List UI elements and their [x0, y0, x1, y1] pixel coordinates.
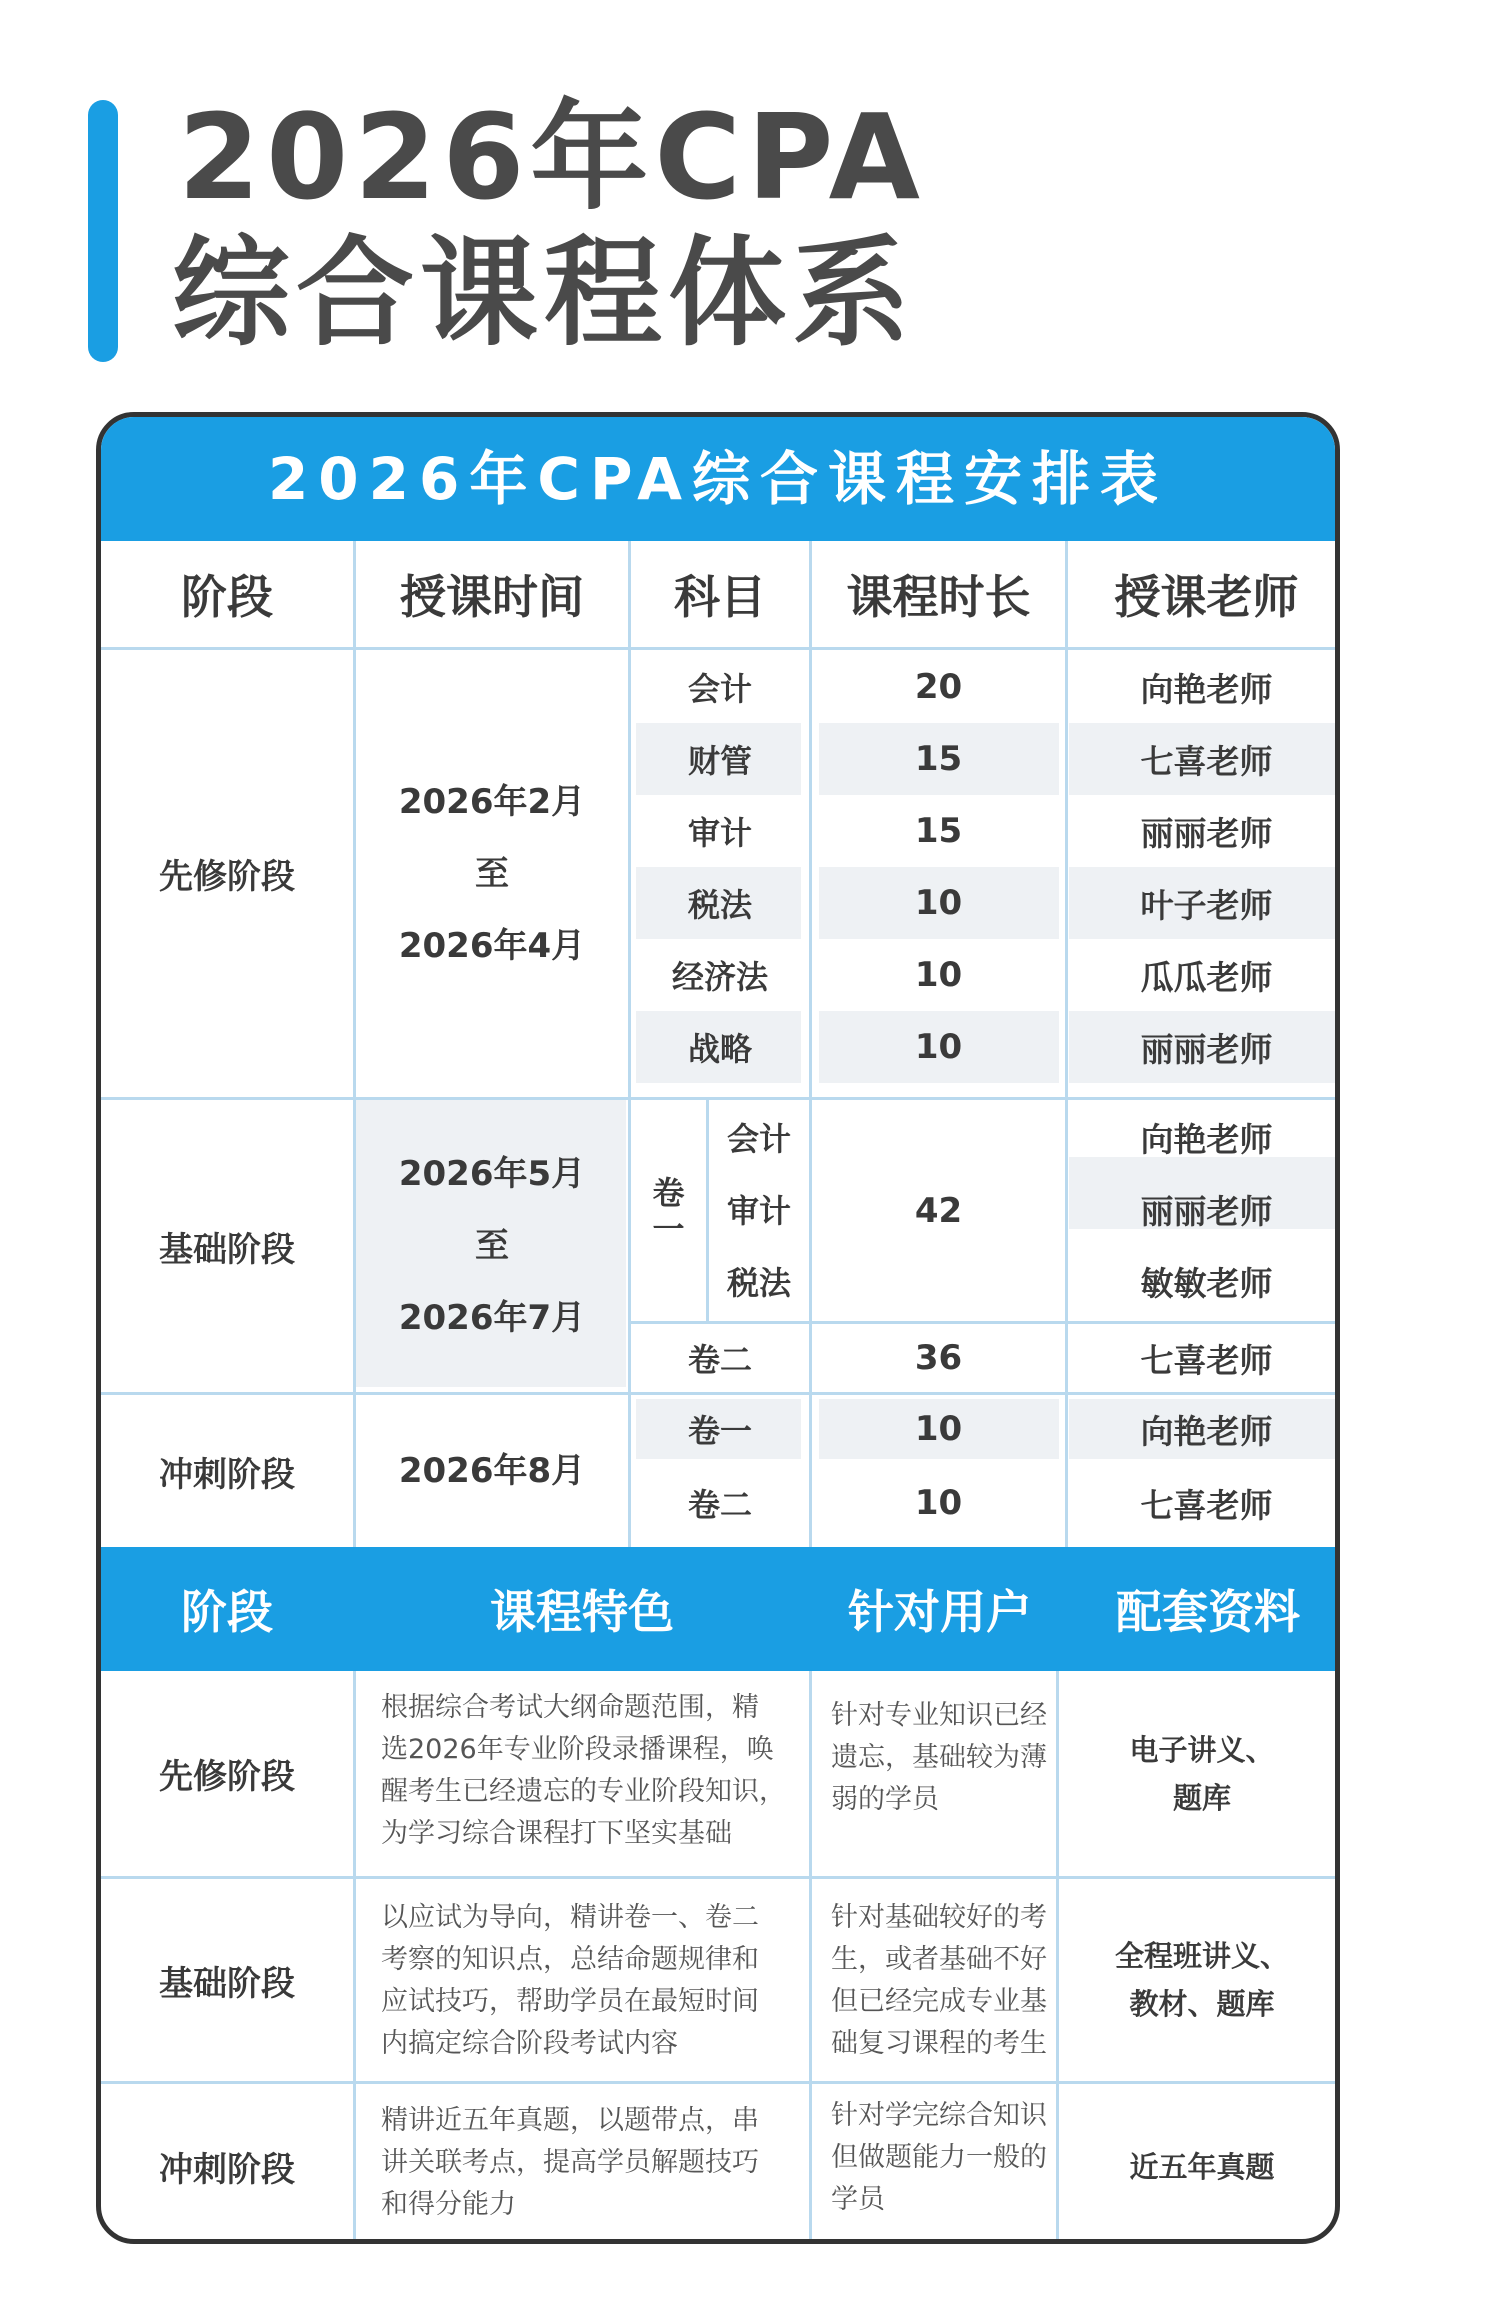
table-title: 2026年CPA综合课程安排表 [101, 417, 1335, 541]
header-stage: 阶段 [181, 570, 273, 624]
teacher-cell: 七喜老师 [1140, 1340, 1273, 1380]
text-line: 学员 [831, 2184, 885, 2215]
subject-cell: 审计 [726, 1192, 791, 1230]
subject-cell: 战略 [687, 1030, 752, 1068]
teacher-cell: 叶子老师 [1140, 885, 1273, 925]
text-line: 但已经完成专业基 [831, 1986, 1047, 2017]
date-pre [356, 650, 628, 1097]
subject-cell: 卷二 [687, 1486, 752, 1524]
feature-stage: 冲刺阶段 [159, 2150, 295, 2190]
page-title-line1: 2026年CPA [178, 88, 926, 226]
hours-cell: 10 [914, 1483, 963, 1523]
target-users [831, 1897, 1053, 2065]
teacher-cell: 丽丽老师 [1140, 1029, 1273, 1069]
text-line: 教材、题库 [1129, 1987, 1275, 2021]
teacher-cell: 向艳老师 [1140, 669, 1273, 709]
date-pre-to: 2026年4月 [398, 925, 586, 966]
feature-description [381, 1687, 801, 1855]
feature-stage: 先修阶段 [159, 1757, 295, 1797]
subject-cell: 会计 [726, 1120, 791, 1158]
features-header-materials: 配套资料 [1116, 1585, 1300, 1639]
paper1-label-top: 卷 [652, 1173, 685, 1212]
teacher-cell: 七喜老师 [1140, 741, 1273, 781]
text-line: 题库 [1172, 1780, 1231, 1815]
text-line: 针对专业知识已经 [831, 1700, 1047, 1731]
features-header-feature: 课程特色 [490, 1585, 674, 1639]
header-time: 授课时间 [400, 570, 584, 624]
date-pre-to-word: 至 [475, 853, 509, 894]
date-pre-from: 2026年2月 [398, 781, 586, 822]
header-subject: 科目 [674, 570, 766, 624]
text-line: 根据综合考试大纲命题范围，精 [381, 1692, 759, 1723]
text-line: 遗忘，基础较为薄 [831, 1742, 1047, 1773]
text-line: 针对基础较好的考 [831, 1902, 1047, 1933]
subject-cell: 会计 [687, 670, 752, 708]
subject-cell: 经济法 [671, 958, 768, 996]
date-basic [356, 1100, 628, 1392]
feature-description [381, 2100, 801, 2226]
text-line: 础复习课程的考生 [831, 2028, 1047, 2059]
stage-basic: 基础阶段 [159, 1229, 295, 1270]
text-line: 针对学完综合知识 [831, 2100, 1047, 2131]
subject-cell: 审计 [687, 814, 752, 852]
hours-cell: 10 [914, 1409, 963, 1449]
text-line: 为学习综合课程打下坚实基础 [381, 1818, 732, 1849]
text-line: 内搞定综合阶段考试内容 [381, 2028, 678, 2059]
hours-cell: 36 [914, 1338, 963, 1378]
target-users [831, 1695, 1053, 1821]
text-line: 和得分能力 [381, 2189, 516, 2220]
page-title-line2: 综合课程体系 [172, 224, 917, 362]
header-duration: 课程时长 [846, 570, 1031, 624]
text-line: 弱的学员 [831, 1784, 939, 1815]
hours-cell: 15 [914, 811, 963, 851]
date-sprint: 2026年8月 [398, 1451, 586, 1491]
teacher-cell: 向艳老师 [1140, 1411, 1273, 1451]
text-line: 全程班讲义、 [1114, 1939, 1289, 1973]
hours-cell: 10 [914, 955, 963, 995]
date-basic-from: 2026年5月 [398, 1154, 586, 1194]
hours-cell: 15 [914, 739, 963, 779]
date-basic-to: 2026年7月 [398, 1298, 586, 1338]
hours-cell: 10 [914, 1027, 963, 1067]
hours-cell: 42 [914, 1190, 963, 1231]
subject-cell: 税法 [726, 1264, 791, 1302]
text-line: 精讲近五年真题，以题带点，串 [381, 2105, 759, 2136]
teacher-cell: 丽丽老师 [1140, 813, 1273, 853]
text-line: 醒考生已经遗忘的专业阶段知识， [381, 1776, 786, 1807]
feature-description [381, 1897, 801, 2065]
title-accent-bar [88, 100, 118, 362]
text-line: 以应试为导向，精讲卷一、卷二 [381, 1902, 759, 1933]
teacher-cell: 敏敏老师 [1140, 1263, 1273, 1303]
materials [1059, 1671, 1340, 1876]
stage-pre: 先修阶段 [159, 857, 295, 897]
text-line: 电子讲义、 [1129, 1732, 1275, 1767]
paper1-label-bottom: 一 [652, 1209, 685, 1248]
paper1-label [631, 1100, 706, 1321]
stage-sprint: 冲刺阶段 [159, 1454, 295, 1495]
materials [1059, 1879, 1340, 2081]
teacher-cell: 瓜瓜老师 [1140, 957, 1273, 997]
features-header-stage: 阶段 [181, 1585, 273, 1639]
teacher-cell: 七喜老师 [1140, 1485, 1273, 1525]
subject-cell: 财管 [687, 742, 752, 780]
hours-cell: 10 [914, 883, 963, 923]
text-line: 选2026年专业阶段录播课程，唤 [381, 1734, 774, 1765]
text-line: 近五年真题 [1129, 2149, 1275, 2184]
grid-line [353, 1671, 356, 2244]
teacher-cell: 丽丽老师 [1140, 1191, 1273, 1231]
grid-line [809, 1671, 812, 2244]
text-line: 生，或者基础不好 [831, 1944, 1047, 1975]
teacher-cell: 向艳老师 [1140, 1119, 1273, 1159]
feature-stage: 基础阶段 [159, 1963, 295, 2004]
text-line: 讲关联考点，提高学员解题技巧 [381, 2147, 759, 2178]
subject-cell: 卷二 [687, 1341, 752, 1379]
features-header-users: 针对用户 [848, 1585, 1032, 1639]
text-line: 但做题能力一般的 [831, 2142, 1047, 2173]
text-line: 应试技巧，帮助学员在最短时间 [381, 1986, 759, 2017]
hours-cell: 20 [914, 667, 963, 707]
date-basic-to-word: 至 [475, 1226, 509, 1266]
subject-cell: 卷一 [687, 1412, 752, 1450]
schedule-card [96, 412, 1340, 2244]
header-teacher: 授课老师 [1114, 570, 1299, 624]
text-line: 考察的知识点，总结命题规律和 [381, 1944, 759, 1975]
materials [1059, 2084, 1340, 2244]
target-users [831, 2095, 1053, 2221]
subject-cell: 税法 [687, 886, 752, 924]
